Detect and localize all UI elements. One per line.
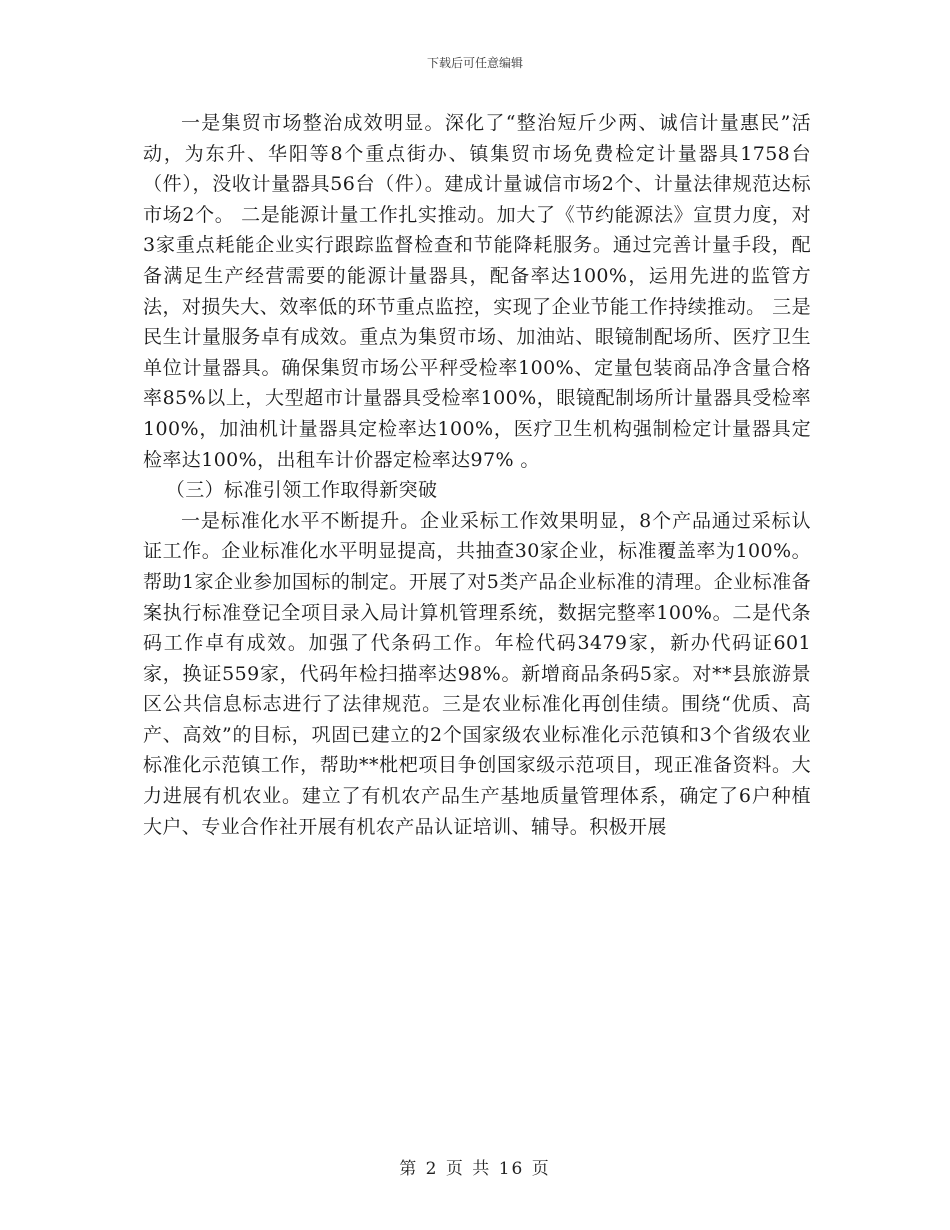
paragraph-standardization: 一是标准化水平不断提升。企业采标工作效果明显，8个产品通过采标认证工作。企业标准化水平明显提高，共抽查30家企业，标准覆盖率为100%。帮助1家企业参加国标的制定。开展了对5类产品企业标准的清理。企业标准备案执行标准登记全项目录入局计算机管理系统，数据完整率100%。二是代条码工作卓有成效。加强了代条码工作。年检代码3479家，新办代码证601家，换证559家，代码年检扫描率达98%。新增商品条码5家。对**县旅游景区公共信息标志进行了法律规范。三是农业标准化再创佳绩。围绕“优质、高产、高效”的目标，巩固已建立的2个国家级农业标准化示范镇和3个省级农业标准化示范镇工作，帮助**枇杷项目争创国家级示范项目，现正准备资料。大力进展有机农业。建立了有机农产品生产基地质量管理体系，确定了6户种植大户、专业合作社开展有机农产品认证培训、辅导。积极开展 xyxy=(143,509,811,838)
document-body xyxy=(143,108,811,842)
page-number: 第 2 页 共 16 页 xyxy=(399,1159,551,1179)
page-header: 下载后可任意编辑 xyxy=(426,56,523,70)
section-heading: （三）标准引领工作取得新突破 xyxy=(165,479,438,502)
paragraph-metrology: 一是集贸市场整治成效明显。深化了“整治短斤少两、诚信计量惠民”活动，为东升、华阳等8个重点街办、镇集贸市场免费检定计量器具1758台（件），没收计量器具56台（件）。建成计量诚信市场2个、计量法律规范达标市场2个。 二是能源计量工作扎实推动。加大了《节约能源法》宣贯力度，对3家重点耗能企业实行跟踪监督检查和节能降耗服务。通过完善计量手段，配备满足生产经营需要的能源计量器具，配备率达100%，运用先进的监管方法，对损失大、效率低的环节重点监控，实现了企业节能工作持续推动。 三是民生计量服务卓有成效。重点为集贸市场、加油站、眼镜制配场所、医疗卫生单位计量器具。确保集贸市场公平秤受检率100%、定量包装商品净含量合格率85%以上，大型超市计量器具受检率100%，眼镜配制场所计量器具受检率100%，加油机计量器具定检率达100%，医疗卫生机构强制检定计量器具定检率达100%，出租车计价器定检率达97% 。 xyxy=(143,112,811,471)
